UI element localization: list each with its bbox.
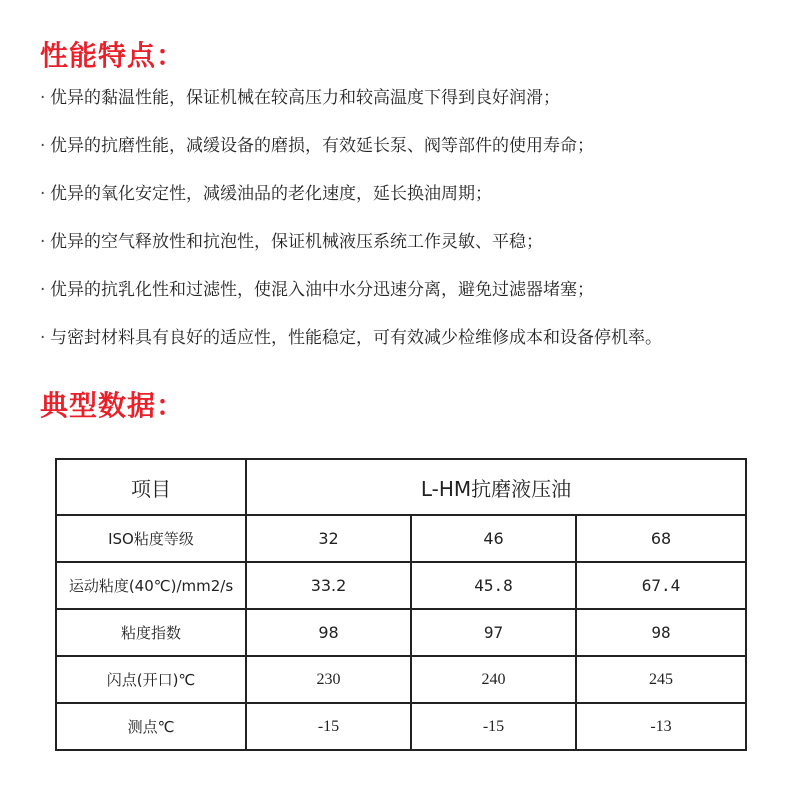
feature-text: 与密封材料具有良好的适应性，性能稳定，可有效减少检维修成本和设备停机率。 [50, 328, 662, 348]
typical-data-table [55, 458, 747, 751]
bullet: · [40, 184, 46, 204]
row-label: ISO粘度等级 [56, 515, 246, 562]
feature-item [40, 132, 662, 180]
feature-item [40, 84, 662, 132]
cell-value: 97 [411, 609, 576, 656]
table-header-row [56, 459, 746, 515]
header-item: 项目 [56, 459, 246, 515]
feature-text: 优异的抗磨性能，减缓设备的磨损，有效延长泵、阀等部件的使用寿命； [50, 136, 594, 156]
feature-text: 优异的空气释放性和抗泡性，保证机械液压系统工作灵敏、平稳； [50, 232, 543, 252]
cell-value: 46 [411, 515, 576, 562]
typical-data-title: 典型数据： [40, 389, 186, 422]
bullet: · [40, 280, 46, 300]
feature-item [40, 276, 662, 324]
table-row [56, 609, 746, 656]
header-product: L-HM抗磨液压油 [246, 459, 746, 515]
cell-value: 33.2 [246, 562, 411, 609]
cell-value: -15 [246, 703, 411, 750]
cell-value: -15 [411, 703, 576, 750]
feature-item [40, 180, 662, 228]
table-row [56, 703, 746, 750]
feature-text: 优异的黏温性能，保证机械在较高压力和较高温度下得到良好润滑； [50, 88, 560, 108]
table-row [56, 515, 746, 562]
bullet: · [40, 232, 46, 252]
cell-value: 98 [246, 609, 411, 656]
bullet: · [40, 328, 46, 348]
feature-text: 优异的抗乳化性和过滤性，使混入油中水分迅速分离，避免过滤器堵塞； [50, 280, 594, 300]
cell-value: 240 [411, 656, 576, 703]
bullet: · [40, 88, 46, 108]
cell-value: 67.4 [576, 562, 746, 609]
row-label: 测点℃ [56, 703, 246, 750]
cell-value: 230 [246, 656, 411, 703]
feature-text: 优异的氧化安定性，减缓油品的老化速度，延长换油周期； [50, 184, 492, 204]
table-row [56, 656, 746, 703]
row-label: 粘度指数 [56, 609, 246, 656]
feature-item [40, 324, 662, 372]
cell-value: 98 [576, 609, 746, 656]
cell-value: 245 [576, 656, 746, 703]
row-label: 闪点(开口)℃ [56, 656, 246, 703]
bullet: · [40, 136, 46, 156]
cell-value: -13 [576, 703, 746, 750]
cell-value: 32 [246, 515, 411, 562]
cell-value: 68 [576, 515, 746, 562]
features-list [40, 84, 662, 372]
features-title: 性能特点： [40, 39, 186, 72]
cell-value: 45.8 [411, 562, 576, 609]
feature-item [40, 228, 662, 276]
row-label: 运动粘度(40℃)/mm2/s [56, 562, 246, 609]
table-row [56, 562, 746, 609]
